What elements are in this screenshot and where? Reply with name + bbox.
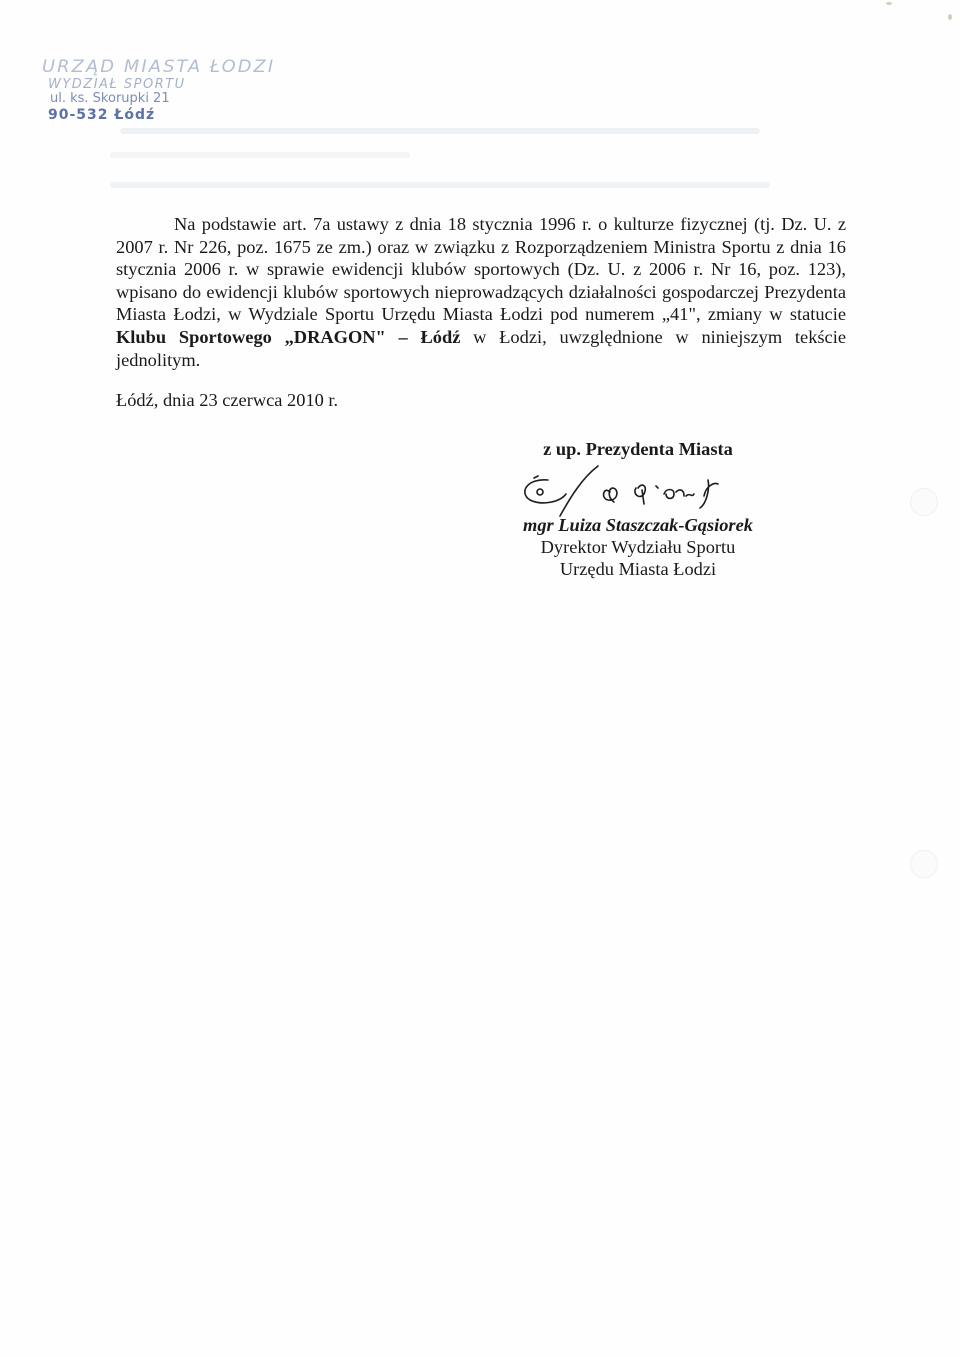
signatory-office: Urzędu Miasta Łodzi bbox=[559, 559, 717, 579]
signatory-name: mgr Luiza Staszczak-Gąsiorek bbox=[523, 515, 753, 535]
signature-block bbox=[508, 438, 768, 580]
bleed-through-line bbox=[120, 128, 760, 134]
on-behalf-label: z up. Prezydenta Miasta bbox=[543, 439, 733, 459]
paragraph bbox=[116, 213, 846, 371]
signatory-title: Dyrektor Wydziału Sportu bbox=[540, 537, 736, 557]
stamp-office-name: URZĄD MIASTA ŁODZI bbox=[42, 57, 276, 77]
punch-hole bbox=[910, 488, 938, 516]
club-name: Klubu Sportowego „DRAGON" – Łódź bbox=[116, 326, 461, 347]
office-stamp bbox=[42, 57, 276, 124]
handwritten-signature bbox=[508, 462, 768, 516]
date-line: Łódź, dnia 23 czerwca 2010 r. bbox=[116, 390, 339, 410]
main-paragraph bbox=[116, 213, 846, 371]
punch-hole bbox=[910, 850, 938, 878]
bleed-through-line bbox=[110, 152, 410, 158]
paper-speck bbox=[948, 14, 952, 20]
stamp-department: WYDZIAŁ SPORTU bbox=[48, 76, 186, 92]
signature-drawing bbox=[508, 458, 768, 518]
stamp-street: ul. ks. Skorupki 21 bbox=[50, 91, 170, 107]
paper-speck bbox=[886, 2, 892, 5]
stamp-postal-city: 90-532 Łódź bbox=[48, 107, 156, 124]
paragraph-text-part1: Na podstawie art. 7a ustawy z dnia 18 stycznia 1996 r. o kulturze fizycznej (tj. Dz. U. z 2007 r. Nr 226, poz. 1675 ze zm.) oraz w związku z Rozporządzeniem Ministra Sportu z dnia 16 stycznia 2006 r. w sprawie ewidencji klubów sportowych (Dz. U. z 2006 r. Nr 16, poz. 123), wpisano do ewidencji klubów sportowych nieprowadzących działalności gospodarczej Prezydenta Miasta Łodzi, w Wydziale Sportu Urzędu Miasta Łodzi pod numerem „41", zmiany w statucie bbox=[116, 214, 846, 325]
bleed-through-line bbox=[110, 182, 770, 188]
paragraph-text-part2: w Łodzi, uwzględnione w niniejszym tekście jednolitym. bbox=[116, 326, 846, 370]
